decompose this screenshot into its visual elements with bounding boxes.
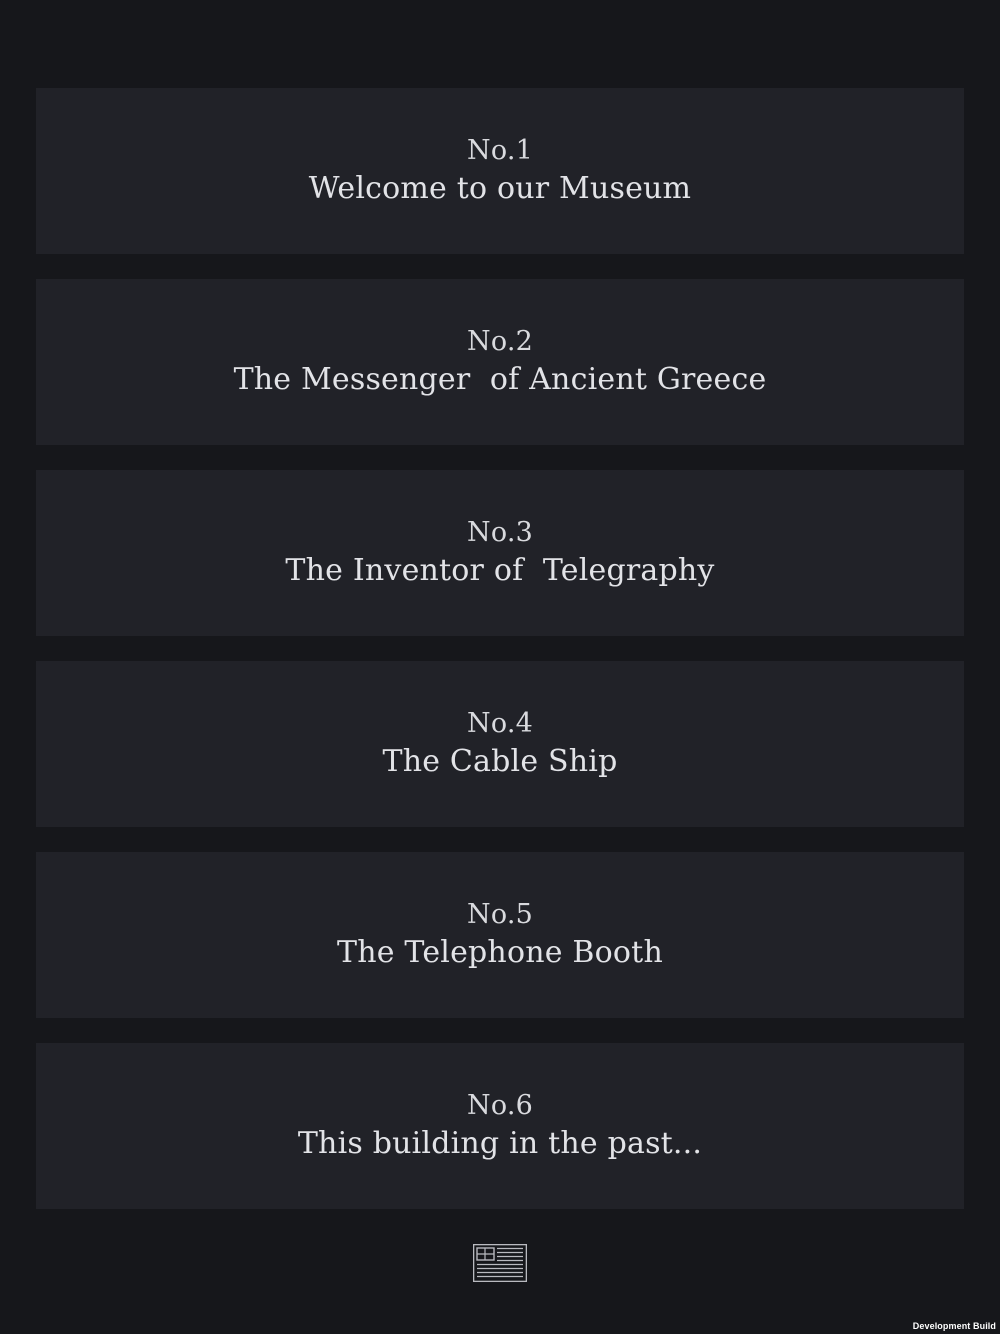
newspaper-logo-icon: [473, 1244, 527, 1282]
exhibit-title: Welcome to our Museum: [308, 171, 692, 206]
exhibit-card[interactable]: [36, 470, 964, 636]
exhibit-card[interactable]: [36, 661, 964, 827]
exhibit-title: The Inventor of Telegraphy: [285, 553, 715, 588]
exhibit-card[interactable]: [36, 1043, 964, 1209]
exhibit-card[interactable]: [36, 852, 964, 1018]
exhibit-title: The Cable Ship: [382, 744, 618, 779]
exhibit-number: No.1: [467, 135, 533, 166]
exhibit-card[interactable]: [36, 279, 964, 445]
exhibit-number: No.3: [467, 517, 533, 548]
exhibit-title: The Telephone Booth: [337, 935, 663, 970]
exhibit-number: No.2: [467, 326, 533, 357]
exhibit-number: No.4: [467, 708, 533, 739]
development-build-badge: Development Build: [912, 1321, 996, 1331]
exhibit-title: The Messenger of Ancient Greece: [233, 362, 767, 397]
exhibit-title: This building in the past...: [297, 1126, 703, 1161]
exhibit-number: No.6: [467, 1090, 533, 1121]
exhibit-number: No.5: [467, 899, 533, 930]
exhibit-card[interactable]: [36, 88, 964, 254]
